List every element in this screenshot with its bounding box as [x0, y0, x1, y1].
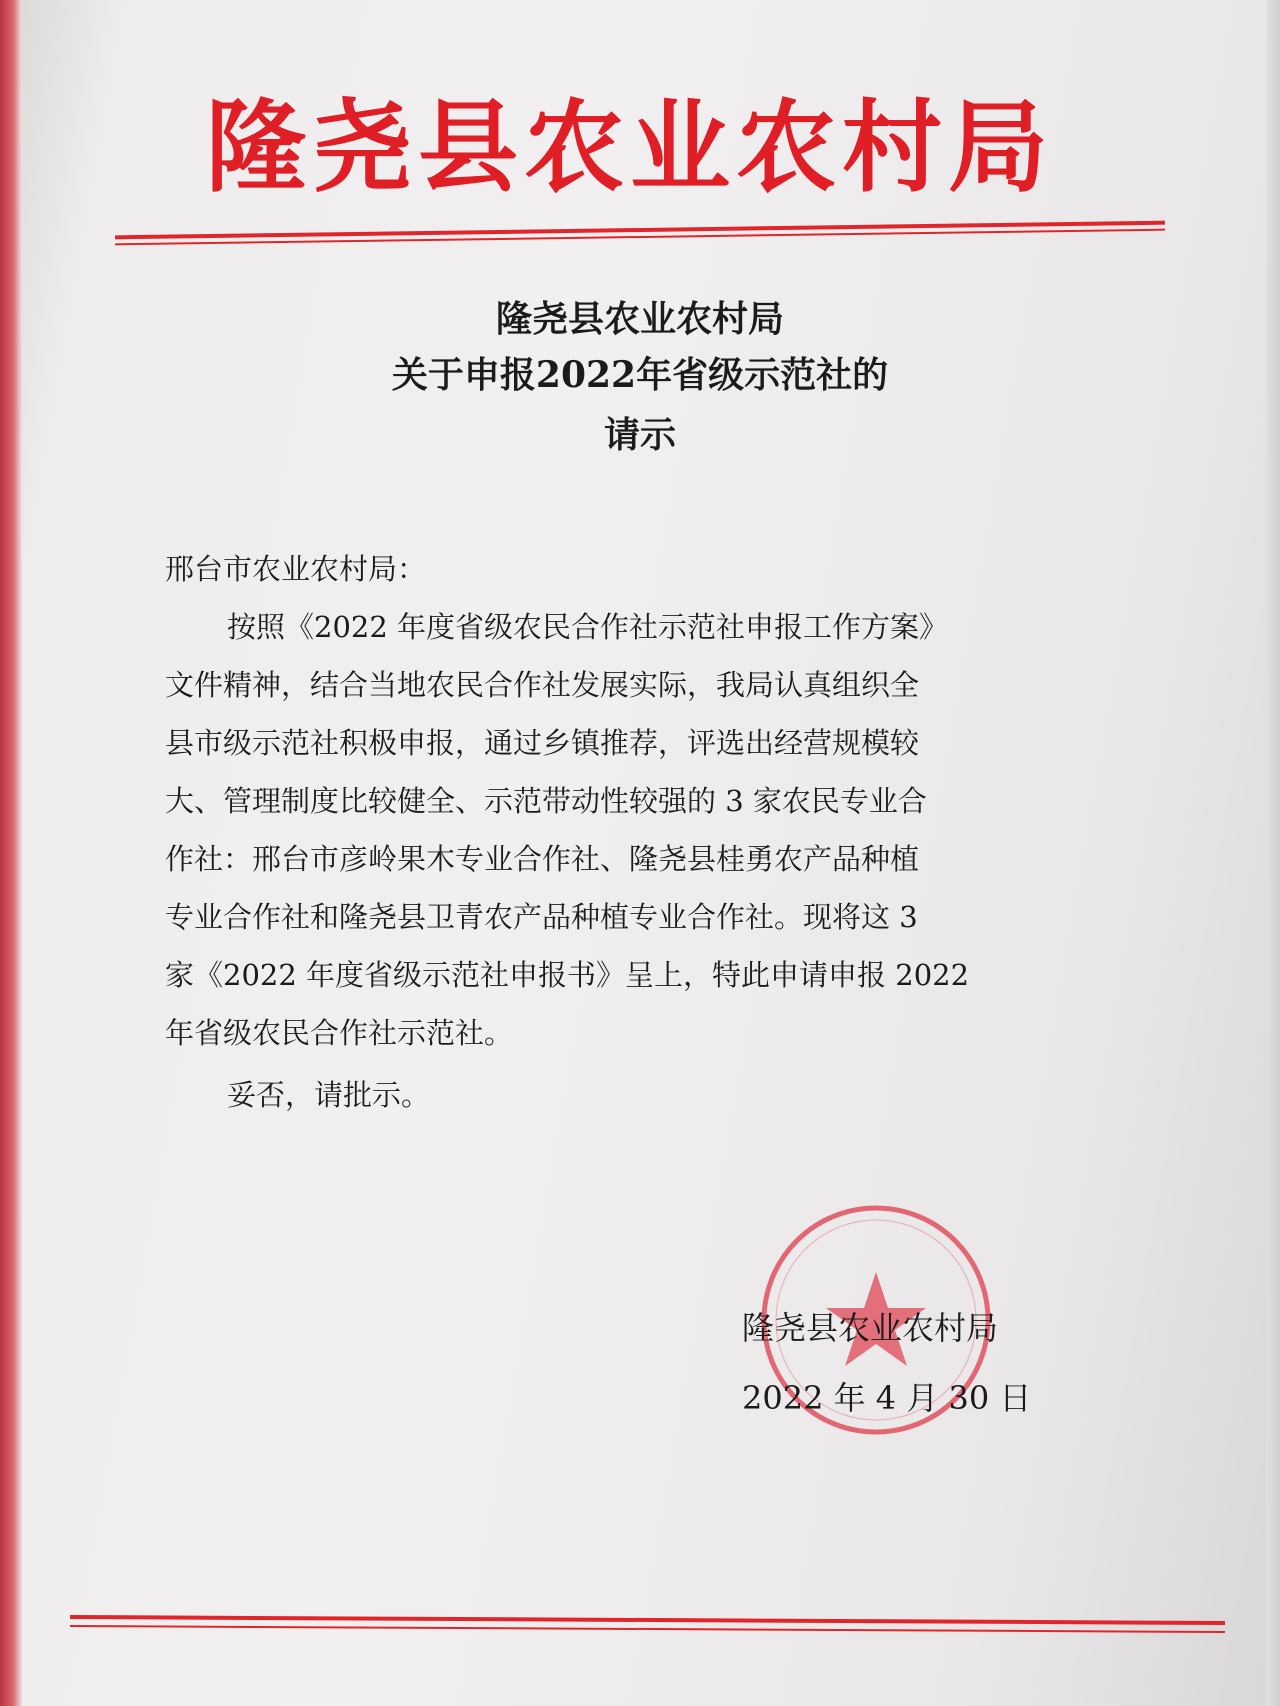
letter-body [165, 540, 1065, 1124]
body-line: 家《2022 年度省级示范社申报书》呈上，特此申请申报 2022 [165, 958, 970, 992]
closing: 妥否，请批示。 [227, 1078, 431, 1112]
signature-date: 2022 年 4 月 30 日 [742, 1379, 1032, 1417]
document-title-line1: 隆尧县农业农村局 [495, 298, 784, 340]
document-title-line2: 关于申报2022年省级示范社的 [391, 354, 889, 396]
body-line: 大、管理制度比较健全、示范带动性较强的 3 家农民专业合 [165, 784, 927, 818]
body-line: 文件精神，结合当地农民合作社发展实际，我局认真组织全 [165, 668, 920, 702]
body-line: 年省级农民合作社示范社。 [165, 1016, 514, 1050]
body-line: 县市级示范社积极申报，通过乡镇推荐，评选出经营规模较 [165, 726, 920, 760]
body-line: 专业合作社和隆尧县卫青农产品种植专业合作社。现将这 3 [165, 900, 918, 934]
page-edge-right [1266, 0, 1280, 1706]
document-title-line3: 请示 [603, 414, 676, 456]
footer-rule [70, 1615, 1225, 1625]
footer-rule-thin [70, 1625, 1225, 1633]
letterhead-title: 隆尧县农业农村局 [206, 89, 1054, 206]
salutation: 邢台市农业农村局： [165, 552, 427, 586]
signature-org: 隆尧县农业农村局 [742, 1309, 999, 1347]
body-line: 按照《2022 年度省级农民合作社示范社申报工作方案》 [227, 610, 949, 644]
body-line: 作社：邢台市彦岭果木专业合作社、隆尧县桂勇农产品种植 [165, 842, 920, 876]
page-edge-left [0, 0, 22, 1706]
